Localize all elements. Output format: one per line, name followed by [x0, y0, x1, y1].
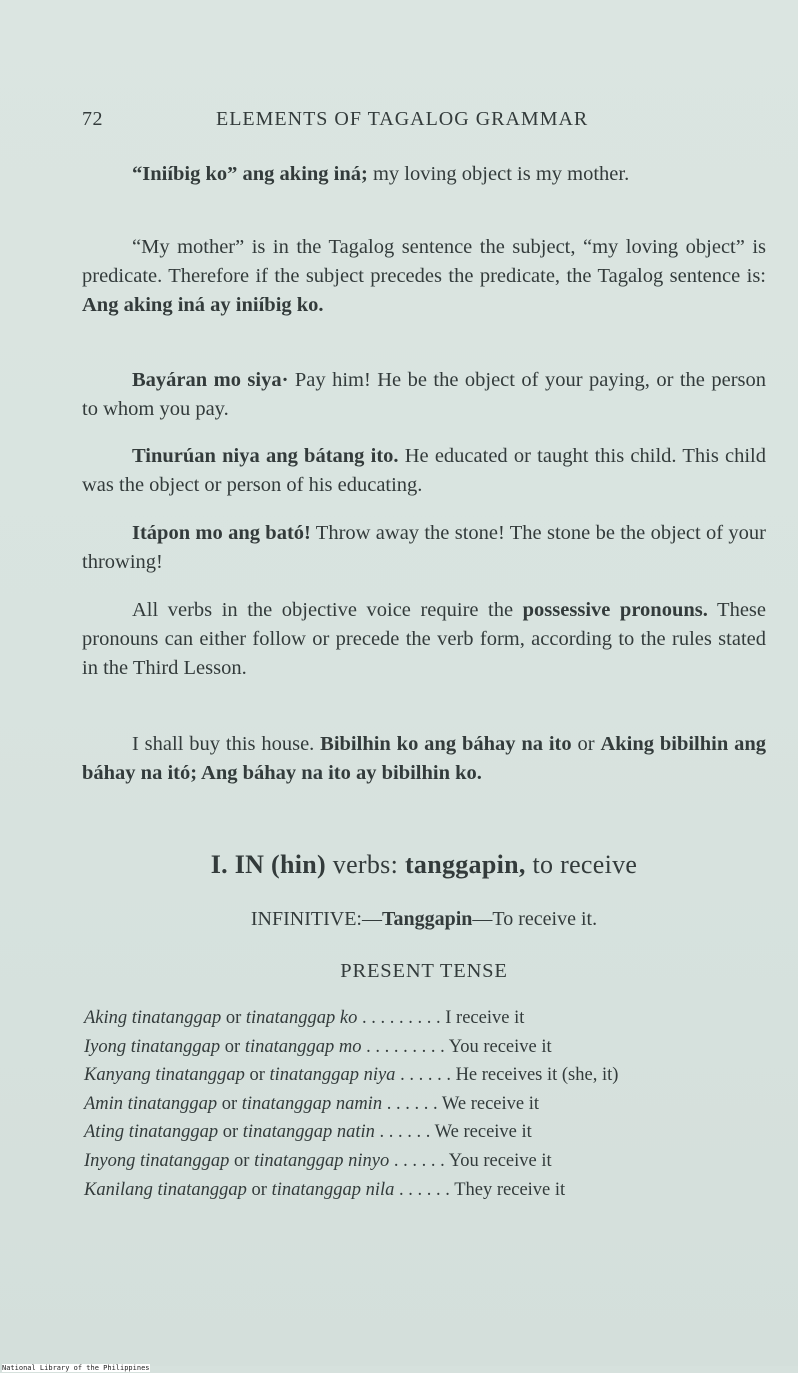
paragraph-7: [82, 730, 766, 788]
conjugation-row: Amin tinatanggap or tinatanggap namin . . . . . . We receive it: [84, 1093, 539, 1114]
tagalog-phrase: “Iniíbig ko” ang aking iná;: [132, 163, 368, 185]
meaning: They receive it: [454, 1179, 566, 1200]
tagalog-phrase: Aking bibilhin ang báhay na itó; Ang báhay na ito ay bibilhin ko.: [82, 733, 766, 784]
paragraph-1: [82, 160, 766, 189]
verb-name: tanggapin,: [404, 850, 526, 879]
meaning: We receive it: [441, 1093, 539, 1114]
english-text: Pay him! He be the object of your paying, or the person to whom you pay.: [82, 369, 767, 420]
conjugation-row: Aking tinatanggap or tinatanggap ko . . . . . . . . . I receive it: [84, 1008, 525, 1028]
english-text: my loving object is my mother.: [367, 163, 630, 185]
meaning: You receive it: [448, 1150, 552, 1171]
page-number: 72: [82, 108, 103, 130]
conjugation-row: Kanilang tinatanggap or tinatanggap nila . . . . . . They receive it: [84, 1179, 566, 1200]
tagalog-phrase: Ang aking iná ay iniíbig ko.: [82, 293, 324, 316]
tagalog-phrase: Bibilhin ko ang báhay na ito: [320, 733, 572, 755]
running-title: ELEMENTS OF TAGALOG GRAMMAR: [216, 108, 589, 130]
paragraph-2: [82, 233, 766, 319]
english-text: All verbs in the objective voice require the: [132, 599, 523, 621]
meaning: He receives it (she, it): [455, 1065, 619, 1086]
english-text: or: [571, 733, 601, 755]
tagalog-phrase: Bayáran mo siya·: [132, 369, 289, 391]
english-text: I shall buy this house.: [132, 733, 321, 755]
paragraph-3: [82, 366, 766, 424]
paragraph-5: [82, 519, 766, 577]
infinitive-line: INFINITIVE:—Tanggapin—To receive it.: [250, 908, 598, 930]
tagalog-phrase: Tinurúan niya ang bátang ito.: [132, 445, 399, 467]
tense-heading: PRESENT TENSE: [340, 960, 508, 982]
english-text: Throw away the stone! The stone be the object of your throwing!: [82, 522, 766, 573]
key-term: possessive pronouns.: [522, 599, 708, 621]
english-text: “My mother” is in the Tagalog sentence the subject, “my loving object” is predicate. Therefore if the subject precedes the predicate, the Tagalog sentence is:: [82, 236, 766, 287]
paragraph-4: [82, 442, 766, 500]
section-label: I. IN (hin): [210, 850, 326, 879]
tagalog-phrase: Itápon mo ang bató!: [132, 522, 311, 544]
library-credit: National Library of the Philippines: [2, 1364, 150, 1372]
conjugation-row: Iyong tinatanggap or tinatanggap mo . . . . . . . . . You receive it: [84, 1036, 552, 1057]
english-text: These pronouns can either follow or precede the verb form, according to the rules stated in the Third Lesson.: [82, 599, 766, 679]
conjugation-row: Ating tinatanggap or tinatanggap natin . . . . . . We receive it: [84, 1122, 532, 1143]
conjugation-row: Kanyang tinatanggap or tinatanggap niya . . . . . . He receives it (she, it): [84, 1065, 619, 1086]
conjugation-table: [84, 1004, 774, 1204]
meaning: I receive it: [445, 1008, 525, 1028]
conjugation-row: Inyong tinatanggap or tinatanggap ninyo . . . . . . You receive it: [84, 1150, 552, 1171]
infinitive-form: Tanggapin: [381, 908, 473, 930]
english-text: He educated or taught this child. This child was the object or person of his educating.: [82, 445, 766, 496]
paragraph-6: [82, 596, 766, 682]
meaning: We receive it: [434, 1122, 532, 1143]
meaning: You receive it: [448, 1036, 552, 1057]
section-heading: I. IN (hin) verbs: tanggapin, to receive: [210, 850, 638, 879]
